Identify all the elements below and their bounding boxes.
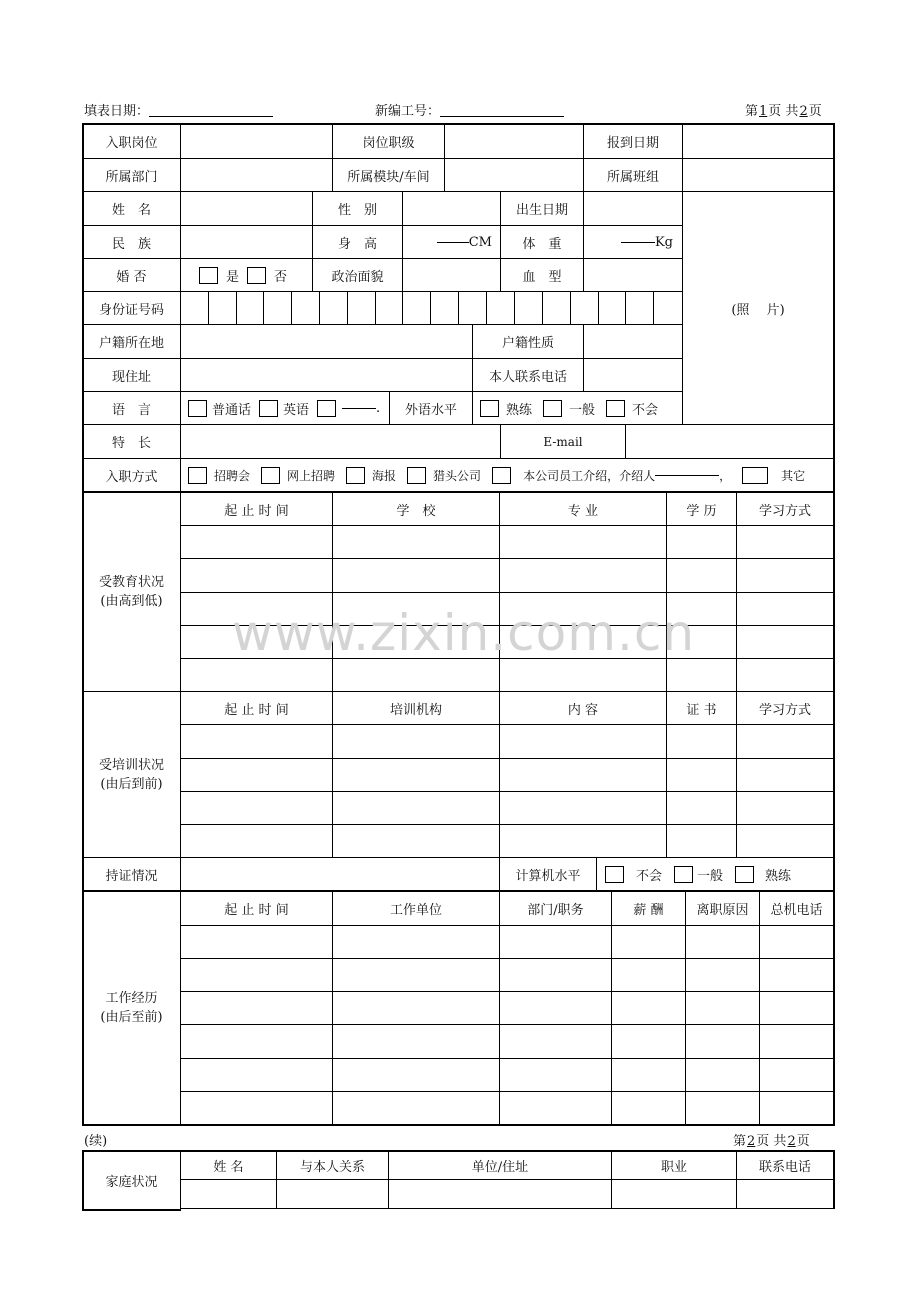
language-label: 语 言 <box>111 402 151 418</box>
page2-suffix: 页 <box>796 1134 810 1149</box>
computer-average-option[interactable] <box>674 865 723 884</box>
computer-average-text: 一般 <box>697 868 724 884</box>
height-unit: CM <box>468 234 492 250</box>
weight-unit: Kg <box>654 234 673 250</box>
entry-referral-checkbox[interactable] <box>492 467 511 484</box>
ethnic-label: 民 族 <box>111 236 151 252</box>
report-date-input[interactable] <box>683 125 833 158</box>
level-fluent-text: 熟练 <box>506 402 533 418</box>
team-input[interactable] <box>683 159 833 191</box>
page-number: 1 <box>759 104 768 119</box>
entry-poster-checkbox[interactable] <box>346 467 365 484</box>
entry-headhunter-text: 猎头公司 <box>433 468 482 483</box>
entry-headhunter-option[interactable] <box>407 467 481 484</box>
position-label: 入职岗位 <box>105 136 158 151</box>
address-label: 现住址 <box>111 369 151 385</box>
entry-jobfair-option[interactable] <box>188 467 250 484</box>
certificate-label: 持证情况 <box>105 868 158 884</box>
id-number-input[interactable] <box>181 292 682 324</box>
train-col-content: 内 容 <box>567 702 599 718</box>
hukou-place-label: 户籍所在地 <box>98 336 164 351</box>
level-average-checkbox[interactable] <box>543 400 562 417</box>
edu-col-period: 起 止 时 间 <box>224 503 289 519</box>
lang-english-checkbox[interactable] <box>259 400 278 417</box>
family-section-label: 家庭状况 <box>105 1175 158 1190</box>
address-input[interactable] <box>181 359 472 391</box>
lang-other-checkbox[interactable] <box>317 400 336 417</box>
entry-online-checkbox[interactable] <box>261 467 280 484</box>
computer-level-label: 计算机水平 <box>515 868 581 884</box>
page-total: 2 <box>799 104 808 119</box>
page-indicator-2 <box>733 1130 810 1149</box>
page2-total: 2 <box>787 1134 796 1149</box>
weight-input[interactable] <box>584 226 682 258</box>
education-section-label <box>83 493 180 691</box>
computer-level-options <box>605 858 833 890</box>
entry-jobfair-checkbox[interactable] <box>188 467 207 484</box>
page2-mid: 页 共 <box>756 1134 787 1149</box>
continued-label: (续) <box>84 1134 108 1149</box>
level-none-checkbox[interactable] <box>606 400 625 417</box>
education-title: 受教育状况 <box>98 575 164 590</box>
entry-method-label: 入职方式 <box>105 469 158 485</box>
weight-blank[interactable] <box>621 242 655 243</box>
height-label: 身 高 <box>337 236 377 252</box>
edu-col-degree: 学 历 <box>686 503 717 519</box>
training-subtitle: (由后到前) <box>100 776 163 792</box>
dept-label: 所属部门 <box>105 169 158 185</box>
referrer-blank[interactable] <box>655 475 719 476</box>
fill-date-label: 填表日期： <box>84 104 150 119</box>
computer-fluent-text: 熟练 <box>765 868 792 884</box>
id-number-label: 身份证号码 <box>98 302 164 318</box>
lang-mandarin-option[interactable] <box>188 399 251 418</box>
marital-no-option[interactable] <box>247 266 287 285</box>
work-subtitle: (由后至前) <box>100 1010 163 1025</box>
gender-label: 性 别 <box>337 203 377 218</box>
train-col-period: 起 止 时 间 <box>224 702 289 718</box>
family-col-phone: 联系电话 <box>758 1160 811 1175</box>
blood-input[interactable] <box>584 259 682 291</box>
page-prefix: 第 <box>745 104 759 119</box>
political-label: 政治面貌 <box>331 269 384 285</box>
level-fluent-checkbox[interactable] <box>480 400 499 417</box>
name-input[interactable] <box>181 192 312 225</box>
work-title: 工作经历 <box>105 991 158 1006</box>
marital-no-checkbox[interactable] <box>247 267 266 284</box>
work-col-employer: 工作单位 <box>389 903 442 918</box>
team-label: 所属班组 <box>606 169 659 185</box>
edu-col-major: 专 业 <box>567 503 599 519</box>
family-col-address: 单位/住址 <box>471 1160 529 1175</box>
email-input[interactable] <box>626 425 833 458</box>
work-col-phone: 总机电话 <box>770 903 823 918</box>
page2-prefix: 第 <box>733 1134 747 1149</box>
marital-yes-checkbox[interactable] <box>199 267 218 284</box>
entry-online-option[interactable] <box>261 467 335 484</box>
phone-label: 本人联系电话 <box>488 369 567 385</box>
level-none-text: 不会 <box>632 402 659 418</box>
position-input[interactable] <box>181 125 332 158</box>
family-col-occupation: 职业 <box>660 1160 687 1175</box>
edu-col-mode: 学习方式 <box>758 503 811 519</box>
entry-headhunter-checkbox[interactable] <box>407 467 426 484</box>
new-id-label: 新编工号： <box>375 104 441 119</box>
work-col-leave-reason: 离职原因 <box>696 903 749 918</box>
certificate-input[interactable] <box>181 858 499 890</box>
training-section-label <box>83 692 180 857</box>
train-col-institution: 培训机构 <box>389 702 442 718</box>
training-title: 受培训状况 <box>98 757 164 773</box>
weight-label: 体 重 <box>522 236 562 252</box>
page-suffix: 页 <box>808 104 822 119</box>
computer-average-checkbox[interactable] <box>674 866 693 883</box>
specialty-label: 特 长 <box>111 436 151 451</box>
entry-jobfair-text: 招聘会 <box>214 468 251 483</box>
specialty-input[interactable] <box>181 425 500 458</box>
blood-label: 血 型 <box>522 269 562 285</box>
hukou-type-input[interactable] <box>584 325 682 358</box>
political-input[interactable] <box>403 259 500 291</box>
language-options <box>188 392 389 424</box>
birth-label: 出生日期 <box>515 203 568 218</box>
work-col-salary: 薪 酬 <box>633 903 664 918</box>
level-input[interactable] <box>445 125 583 158</box>
entry-other-option[interactable] <box>742 467 805 484</box>
new-id-input[interactable] <box>440 103 564 117</box>
work-col-period: 起 止 时 间 <box>224 903 289 918</box>
family-col-name: 姓 名 <box>213 1160 244 1175</box>
foreign-level-label: 外语水平 <box>404 402 457 418</box>
work-section-label <box>83 892 180 1124</box>
lang-other-blank[interactable] <box>342 408 376 409</box>
marital-yes-text: 是 <box>226 269 240 285</box>
marital-no-text: 否 <box>274 269 288 285</box>
entry-other-text: 其它 <box>781 468 806 483</box>
lang-english-text: 英语 <box>283 402 310 418</box>
entry-method-options <box>188 459 833 491</box>
gender-input[interactable] <box>403 192 500 225</box>
level-label: 岗位职级 <box>362 136 415 151</box>
page-indicator-1 <box>745 100 822 119</box>
page-mid: 页 共 <box>768 104 799 119</box>
phone-input[interactable] <box>584 359 682 391</box>
education-subtitle: (由高到低) <box>100 594 163 609</box>
email-label: E-mail <box>543 434 583 449</box>
computer-none-text: 不会 <box>636 868 663 884</box>
module-label: 所属模块/车间 <box>347 169 430 185</box>
photo-placeholder[interactable]: (照 片) <box>731 302 785 318</box>
dept-input[interactable] <box>181 159 332 191</box>
level-fluent-option[interactable] <box>480 399 532 418</box>
fill-date-row <box>84 100 273 119</box>
computer-none-checkbox[interactable] <box>605 866 624 883</box>
computer-fluent-checkbox[interactable] <box>735 866 754 883</box>
entry-referral-option[interactable]: 本公司员工介绍，介绍人 ， <box>492 467 731 484</box>
train-col-mode: 学习方式 <box>758 702 811 718</box>
height-input[interactable] <box>403 226 500 258</box>
entry-poster-option[interactable] <box>346 467 396 484</box>
edu-col-school: 学 校 <box>396 503 436 519</box>
page2-number: 2 <box>747 1134 756 1149</box>
module-input[interactable] <box>445 159 583 191</box>
entry-poster-text: 海报 <box>372 468 397 483</box>
new-id-row <box>375 100 564 119</box>
entry-online-text: 网上招聘 <box>287 468 336 483</box>
lang-english-option[interactable] <box>259 399 309 418</box>
hukou-type-label: 户籍性质 <box>501 336 554 351</box>
marital-options <box>199 259 312 291</box>
foreign-level-options <box>480 392 682 424</box>
lang-mandarin-checkbox[interactable] <box>188 400 207 417</box>
fill-date-input[interactable] <box>149 103 273 117</box>
entry-referral-text: 本公司员工介绍，介绍人 <box>523 468 656 483</box>
marital-label: 婚 否 <box>116 269 147 285</box>
lang-mandarin-text: 普通话 <box>212 402 252 418</box>
watermark: www.zixin.com.cn <box>232 604 696 662</box>
family-col-relation: 与本人关系 <box>299 1160 365 1175</box>
report-date-label: 报到日期 <box>606 136 659 151</box>
computer-none-option[interactable] <box>605 865 662 884</box>
work-col-position: 部门/职务 <box>527 903 584 918</box>
lang-other-option[interactable]: . <box>317 400 380 417</box>
computer-fluent-option[interactable] <box>735 865 791 884</box>
hukou-place-input[interactable] <box>181 325 472 358</box>
marital-yes-option[interactable] <box>199 266 239 285</box>
entry-other-checkbox[interactable] <box>742 467 768 484</box>
birth-input[interactable] <box>584 192 682 225</box>
ethnic-input[interactable] <box>181 226 312 258</box>
level-average-option[interactable] <box>543 399 595 418</box>
height-blank[interactable] <box>437 242 469 243</box>
level-average-text: 一般 <box>569 402 596 418</box>
level-none-option[interactable] <box>606 399 658 418</box>
name-label: 姓 名 <box>111 203 151 218</box>
train-col-certificate: 证 书 <box>686 702 717 718</box>
